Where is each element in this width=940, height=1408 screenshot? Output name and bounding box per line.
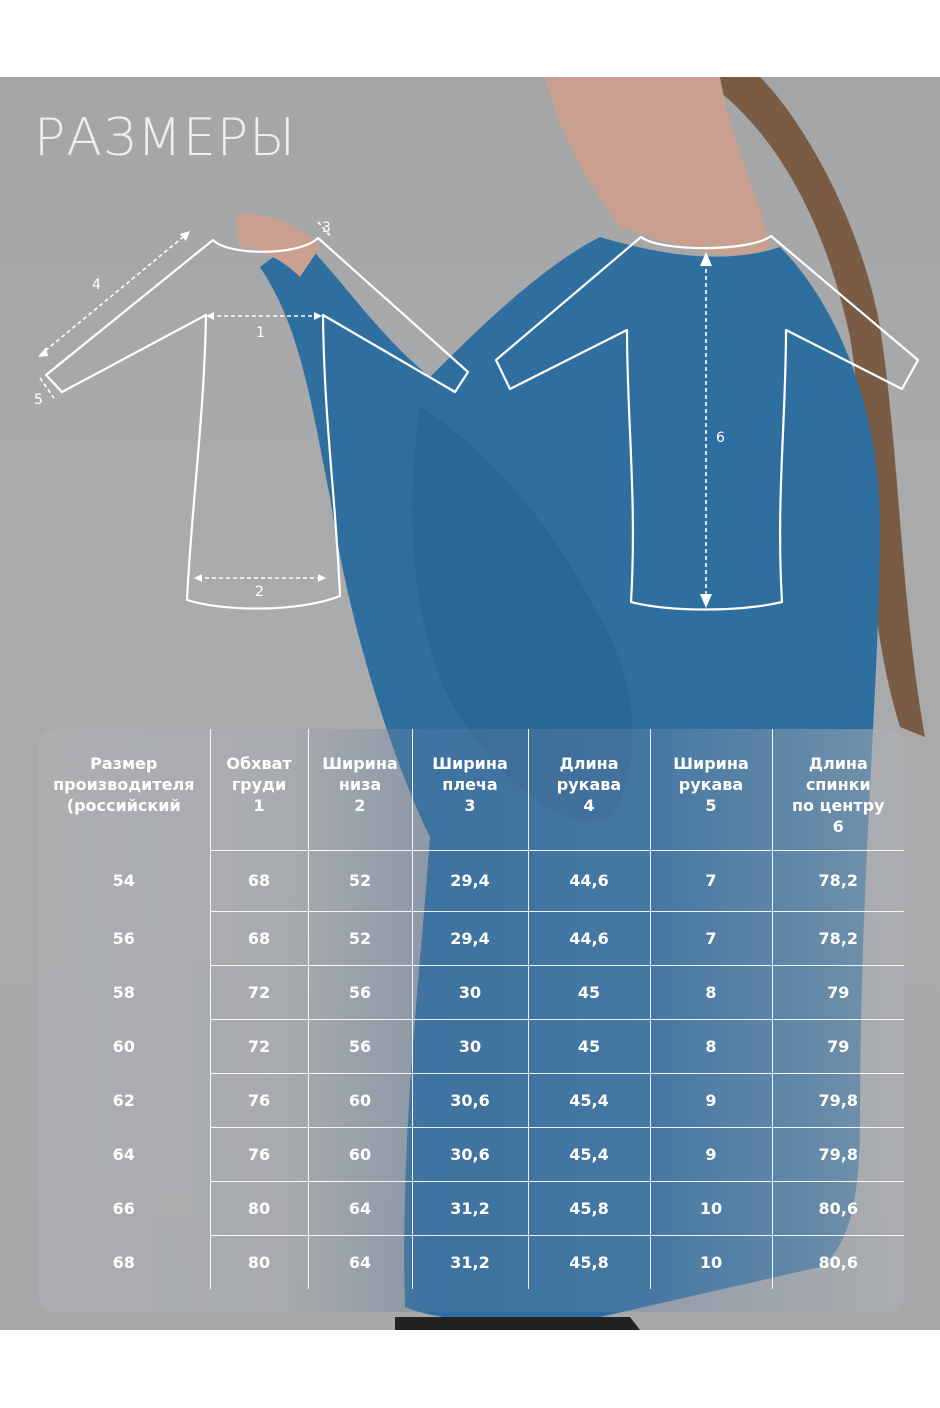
header-chest: Обхват груди 1 (210, 729, 308, 850)
header-size: Размер производителя (российский (53, 754, 195, 815)
cell-back-length: 79,8 (772, 1127, 904, 1181)
cell-sleeve-width: 10 (650, 1181, 772, 1235)
cell-bottom-width: 52 (308, 911, 412, 965)
cell-back-length: 79 (772, 1019, 904, 1073)
cell-chest: 72 (210, 965, 308, 1019)
cell-size: 56 (112, 928, 135, 948)
header-sleeve-width: Ширина рукава 5 (650, 729, 772, 850)
cell-bottom-width: 64 (308, 1235, 412, 1289)
cell-size: 60 (112, 1036, 135, 1056)
cell-sleeve-width: 7 (650, 850, 772, 911)
measure-label-5: 5 (34, 392, 43, 408)
cell-sleeve-length: 45,4 (528, 1127, 650, 1181)
cell-chest: 68 (210, 911, 308, 965)
table-header-row (38, 729, 904, 850)
measure-label-2: 2 (255, 584, 264, 600)
cell-back-length: 79,8 (772, 1073, 904, 1127)
cell-sleeve-width: 7 (650, 911, 772, 965)
table-row (38, 1127, 904, 1181)
cell-sleeve-length: 45,8 (528, 1235, 650, 1289)
cell-sleeve-length: 45,4 (528, 1073, 650, 1127)
cell-sleeve-width: 9 (650, 1073, 772, 1127)
header-shoulder-width: Ширина плеча 3 (412, 729, 528, 850)
table-row (38, 1235, 904, 1289)
measure-label-3: 3 (322, 220, 331, 236)
cell-bottom-width: 60 (308, 1127, 412, 1181)
cell-size: 58 (112, 982, 135, 1002)
cell-back-length: 80,6 (772, 1181, 904, 1235)
measure-label-4: 4 (92, 277, 101, 293)
cell-chest: 80 (210, 1235, 308, 1289)
measure-label-6: 6 (716, 430, 725, 446)
table-row (38, 965, 904, 1019)
cell-back-length: 78,2 (772, 850, 904, 911)
cell-shoulder-width: 29,4 (412, 850, 528, 911)
cell-sleeve-width: 9 (650, 1127, 772, 1181)
cell-bottom-width: 64 (308, 1181, 412, 1235)
cell-shoulder-width: 30,6 (412, 1073, 528, 1127)
cell-sleeve-width: 8 (650, 1019, 772, 1073)
cell-bottom-width: 60 (308, 1073, 412, 1127)
cell-sleeve-length: 45 (528, 1019, 650, 1073)
header-back-length: Длина спинки по центру 6 (772, 729, 904, 850)
cell-shoulder-width: 31,2 (412, 1181, 528, 1235)
cell-back-length: 80,6 (772, 1235, 904, 1289)
size-table-panel (38, 729, 904, 1312)
cell-back-length: 78,2 (772, 911, 904, 965)
cell-chest: 68 (210, 850, 308, 911)
table-row (38, 1019, 904, 1073)
cell-chest: 80 (210, 1181, 308, 1235)
cell-chest: 72 (210, 1019, 308, 1073)
cell-sleeve-length: 44,6 (528, 911, 650, 965)
table-row (38, 1181, 904, 1235)
header-sleeve-length: Длина рукава 4 (528, 729, 650, 850)
cell-shoulder-width: 30 (412, 965, 528, 1019)
cell-sleeve-length: 45 (528, 965, 650, 1019)
cell-size: 64 (112, 1144, 135, 1164)
cell-size: 62 (112, 1090, 135, 1110)
cell-bottom-width: 56 (308, 965, 412, 1019)
cell-sleeve-length: 45,8 (528, 1181, 650, 1235)
cell-sleeve-width: 8 (650, 965, 772, 1019)
cell-sleeve-length: 44,6 (528, 850, 650, 911)
table-row (38, 1073, 904, 1127)
cell-sleeve-width: 10 (650, 1235, 772, 1289)
cell-shoulder-width: 30 (412, 1019, 528, 1073)
cell-size: 54 (112, 871, 135, 890)
cell-bottom-width: 52 (308, 850, 412, 911)
measure-label-1: 1 (256, 325, 265, 341)
table-row (38, 850, 904, 911)
cell-back-length: 79 (772, 965, 904, 1019)
cell-chest: 76 (210, 1073, 308, 1127)
header-bottom-width: Ширина низа 2 (308, 729, 412, 850)
cell-size: 68 (112, 1252, 135, 1272)
cell-chest: 76 (210, 1127, 308, 1181)
table-row (38, 911, 904, 965)
cell-shoulder-width: 29,4 (412, 911, 528, 965)
cell-shoulder-width: 30,6 (412, 1127, 528, 1181)
size-table (38, 729, 904, 1289)
page-title: РАЗМЕРЫ (34, 108, 296, 168)
cell-shoulder-width: 31,2 (412, 1235, 528, 1289)
cell-size: 66 (112, 1198, 135, 1218)
cell-bottom-width: 56 (308, 1019, 412, 1073)
